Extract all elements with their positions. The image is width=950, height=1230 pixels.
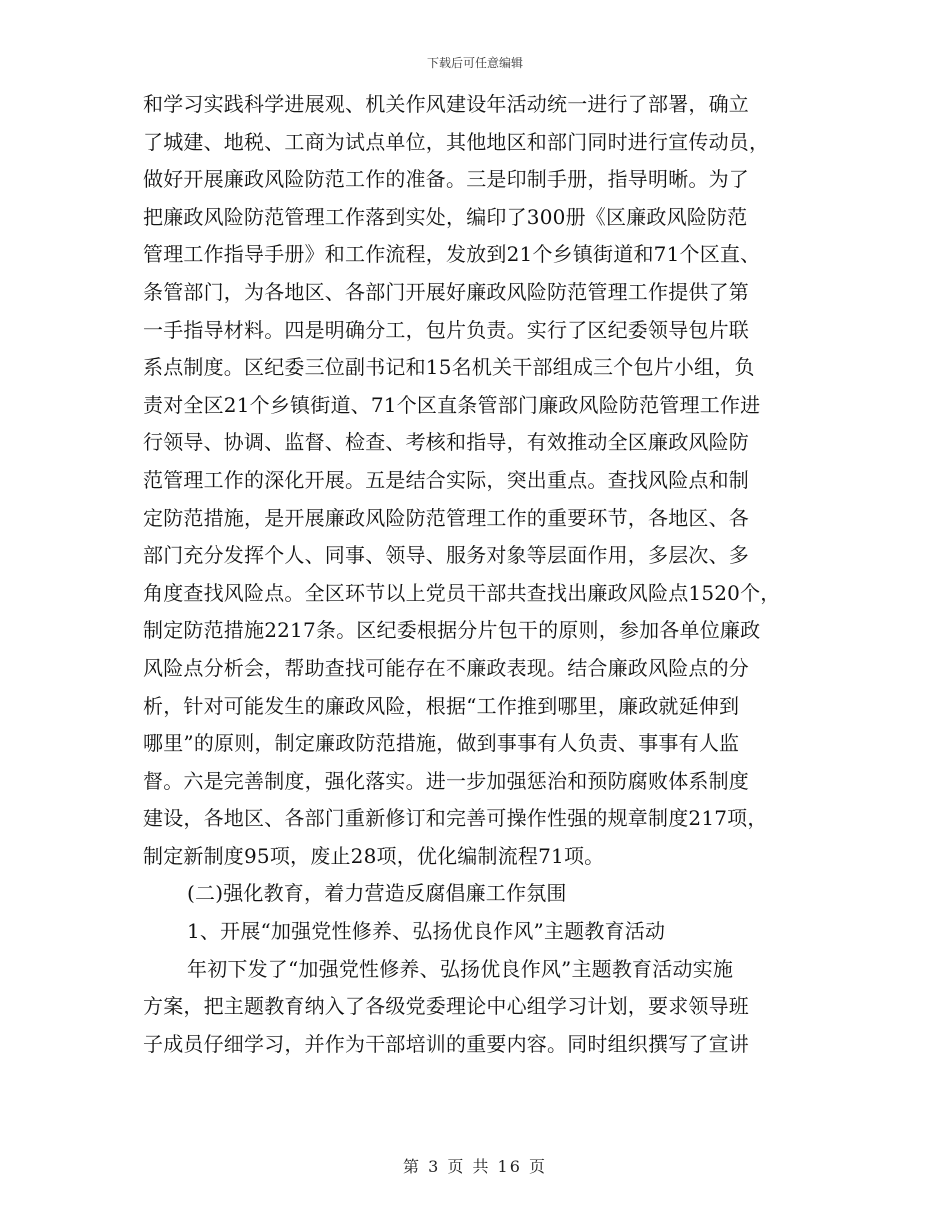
body-line: 条管部门，为各地区、各部门开展好廉政风险防范管理工作提供了第 [143,279,749,304]
body-line: 风险点分析会，帮助查找可能存在不廉政表现。结合廉政风险点的分 [143,655,749,680]
body-line: 一手指导材料。四是明确分工，包片负责。实行了区纪委领导包片联 [143,317,749,342]
body-line: 责对全区21个乡镇街道、71个区直条管部门廉政风险防范管理工作进 [143,392,761,417]
body-line: 督。六是完善制度，强化落实。进一步加强惩治和预防腐败体系制度 [143,768,749,793]
body-line: 和学习实践科学进展观、机关作风建设年活动统一进行了部署，确立 [143,92,749,116]
body-line: 方案，把主题教育纳入了各级党委理论中心组学习计划，要求领导班 [143,994,749,1019]
body-line: 行领导、协调、监督、检查、考核和指导，有效推动全区廉政风险防 [143,430,749,455]
body-line: 范管理工作的深化开展。五是结合实际，突出重点。查找风险点和制 [143,467,749,492]
subsection-heading: 1、开展“加强党性修养、弘扬优良作风”主题教育活动 [187,919,666,944]
body-line: 做好开展廉政风险防范工作的准备。三是印制手册，指导明晰。为了 [143,167,749,192]
body-line: 系点制度。区纪委三位副书记和15名机关干部组成三个包片小组，负 [143,355,755,380]
page-header: 下载后可任意编辑 [426,56,523,70]
page-footer: 第 3 页 共 16 页 [403,1157,547,1176]
body-line: 年初下发了“加强党性修养、弘扬优良作风”主题教育活动实施 [187,956,734,981]
body-line: 定防范措施，是开展廉政风险防范管理工作的重要环节，各地区、各 [143,505,749,530]
body-line: 制定防范措施2217条。区纪委根据分片包干的原则，参加各单位廉政 [143,618,761,643]
body-line: 管理工作指导手册》和工作流程，发放到21个乡镇街道和71个区直、 [143,242,761,267]
body-line: 析，针对可能发生的廉政风险，根据“工作推到哪里，廉政就延伸到 [143,693,740,718]
document-body [143,86,811,1063]
body-line: 了城建、地税、工商为试点单位，其他地区和部门同时进行宣传动员， [143,129,770,154]
body-line: 哪里”的原则，制定廉政防范措施，做到事事有人负责、事事有人监 [143,731,740,756]
body-line: 部门充分发挥个人、同事、领导、服务对象等层面作用，多层次、多 [143,543,749,568]
body-line: 把廉政风险防范管理工作落到实处，编印了300册《区廉政风险防范 [143,204,748,229]
body-line: 子成员仔细学习，并作为干部培训的重要内容。同时组织撰写了宣讲 [143,1031,749,1056]
body-line: 角度查找风险点。全区环节以上党员干部共查找出廉政风险点1520个， [143,580,781,605]
body-line: 制定新制度95项，废止28项，优化编制流程71项。 [143,843,605,868]
body-line: 建设，各地区、各部门重新修订和完善可操作性强的规章制度217项， [143,806,768,831]
section-heading: (二)强化教育，着力营造反腐倡廉工作氛围 [187,881,567,906]
